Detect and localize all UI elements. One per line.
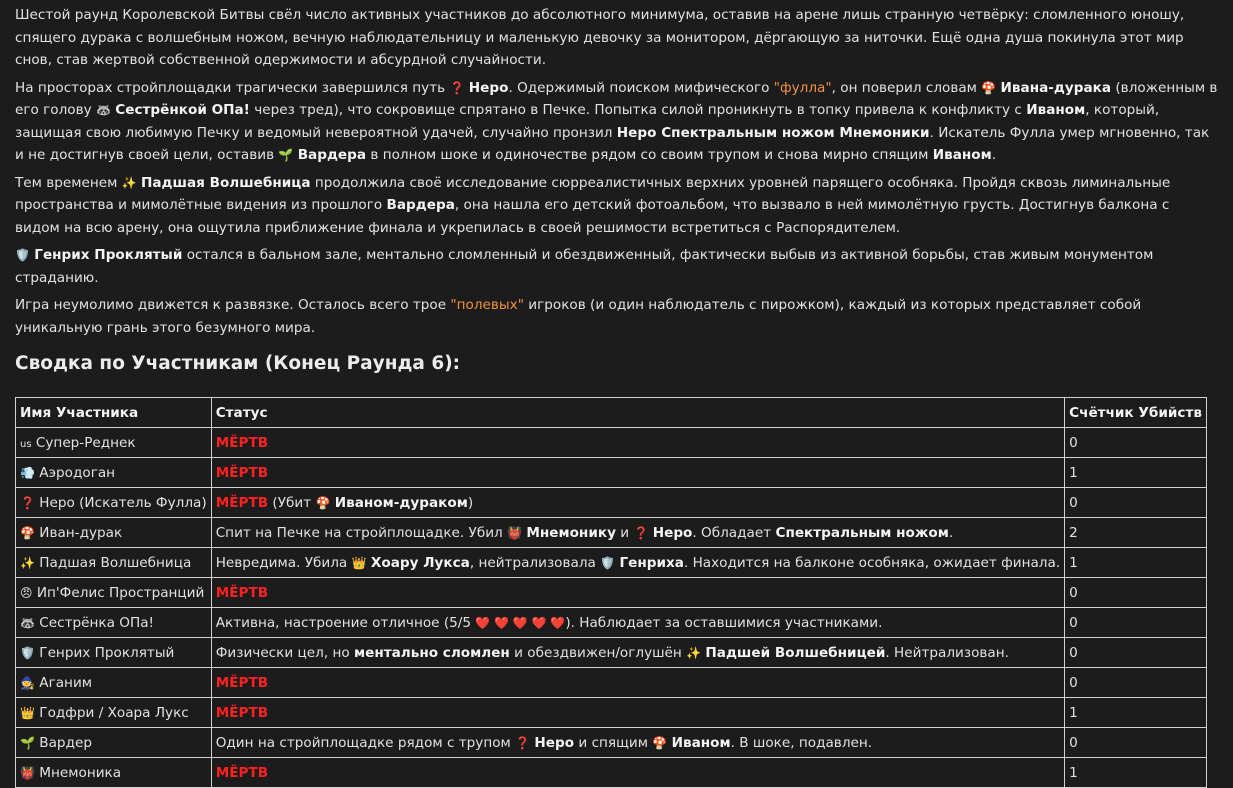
kills-cell: 0 xyxy=(1065,578,1207,608)
heart-icons: ❤️ ❤️ ❤️ ❤️ ❤️ xyxy=(475,615,566,630)
paragraph-outro xyxy=(15,294,1218,339)
participant-name: Вардер xyxy=(39,734,92,751)
question-icon: ❓ xyxy=(449,80,465,95)
kills-cell: 0 xyxy=(1065,728,1207,758)
participant-name: Генрих Проклятый xyxy=(39,644,175,661)
table-row xyxy=(16,428,1207,458)
ogre-icon: 👹 xyxy=(20,765,35,780)
status-bold: Мнемонику xyxy=(526,524,616,541)
participant-name: Неро (Искатель Фулла) xyxy=(39,494,207,511)
table-row xyxy=(16,488,1207,518)
status-bold: Хоару Лукса xyxy=(370,554,470,571)
participant-name-cell xyxy=(16,728,212,758)
seedling-icon: 🌱 xyxy=(20,735,35,750)
status-text: и спящим xyxy=(574,734,653,751)
status-bold: Падшей Волшебницей xyxy=(705,644,886,661)
text: продолжила своё исследование сюрреалистичных верхних уровней парящего особняка. Пройдя сквозь лиминальные пространства и мимолётные видения из прошлого xyxy=(15,174,1171,213)
participant-name-cell xyxy=(16,608,212,638)
wizard-icon: 🧙 xyxy=(20,675,35,690)
participant-name-cell xyxy=(16,638,212,668)
kills-cell: 1 xyxy=(1065,548,1207,578)
shield-icon: 🛡️ xyxy=(20,645,35,660)
dead-badge: МЁРТВ xyxy=(215,704,269,721)
col-header-kills: Счётчик Убийств xyxy=(1065,398,1207,428)
participants-table xyxy=(15,397,1207,788)
text: через тред), что сокровище спрятано в Печке. Попытка силой проникнуть в топку привела к конфликту с xyxy=(249,102,1027,118)
participant-name-cell xyxy=(16,668,212,698)
status-text: ). Наблюдает за оставшимися участниками. xyxy=(565,614,883,631)
text: На просторах стройплощадки трагически завершился путь xyxy=(15,79,450,96)
dead-badge: МЁРТВ xyxy=(215,434,269,451)
name-ivan: Иваном xyxy=(1026,102,1086,118)
highlight-full: "фулла" xyxy=(773,79,832,96)
status-cell xyxy=(211,428,1064,458)
table-row xyxy=(16,728,1207,758)
crown-icon: 👑 xyxy=(20,705,35,720)
kills-cell: 0 xyxy=(1065,488,1207,518)
dash-icon: 💨 xyxy=(20,465,35,480)
name-genrikh: Генрих Проклятый xyxy=(34,247,183,263)
table-row xyxy=(16,608,1207,638)
status-text: Один на стройплощадке рядом с трупом xyxy=(215,734,516,751)
status-text: Невредима. Убила xyxy=(215,554,352,571)
shield-icon: 🛡️ xyxy=(15,248,30,262)
status-bold: Генриха xyxy=(619,554,684,571)
table-row xyxy=(16,518,1207,548)
table-header-row xyxy=(16,398,1207,428)
name-varder: Вардера xyxy=(386,197,455,213)
status-text: (Убит xyxy=(268,494,316,511)
status-text: . Находится на балконе особняка, ожидает финала. xyxy=(683,554,1061,571)
status-cell xyxy=(211,638,1064,668)
status-cell xyxy=(211,488,1064,518)
status-text: . Обладает xyxy=(692,524,776,541)
participant-name-cell xyxy=(16,758,212,788)
sparkles-icon: ✨ xyxy=(121,175,137,190)
sparkles-icon: ✨ xyxy=(20,555,35,570)
participant-name: Ип'Фелис Пространций xyxy=(36,584,205,601)
participant-name: Сестрёнка ОПа! xyxy=(39,614,154,631)
text: , она нашла его детский фотоальбом, что вызвало в ней мимолётную грусть. Достигнув балкона с видом на всю арену, она ощутила приближение финала и укрепилась в своей решимости встретиться с Распорядителем. xyxy=(15,197,1170,236)
name-ivan: Иваном xyxy=(932,147,992,163)
text: . Искатель Фулла умер мгновенно, так и не достигнув своей цели, оставив xyxy=(15,124,1210,163)
status-text: . В шоке, подавлен. xyxy=(730,734,873,751)
status-cell xyxy=(211,728,1064,758)
paragraph-nero-death xyxy=(15,77,1218,167)
status-bold: ментально сломлен xyxy=(354,644,510,661)
participant-name: Мнемоника xyxy=(39,764,122,781)
name-sestrenka: Сестрёнкой ОПа! xyxy=(115,102,250,118)
participant-name: Годфри / Хоара Лукс xyxy=(39,704,189,721)
status-cell xyxy=(211,578,1064,608)
text: в полном шоке и одиночестве рядом со своим трупом и снова мирно спящим xyxy=(366,147,933,163)
status-cell xyxy=(211,518,1064,548)
status-text: и обездвижен/оглушён xyxy=(509,644,687,661)
participant-name: Иван-дурак xyxy=(39,524,123,541)
kills-cell: 2 xyxy=(1065,518,1207,548)
summary-heading: Сводка по Участникам (Конец Раунда 6): xyxy=(15,353,461,374)
status-text: , нейтрализовала xyxy=(469,554,601,571)
status-bold: Спектральным ножом xyxy=(775,524,949,541)
status-text: и xyxy=(615,524,634,541)
status-text: Физически цел, но xyxy=(215,644,354,661)
participant-name: Аганим xyxy=(39,674,93,691)
status-bold: Неро xyxy=(652,524,693,541)
participant-name: Падшая Волшебница xyxy=(39,554,192,571)
text: Тем временем xyxy=(15,174,122,191)
kills-cell: 1 xyxy=(1065,758,1207,788)
status-cell xyxy=(211,458,1064,488)
participant-name-cell xyxy=(16,428,212,458)
status-cell xyxy=(211,548,1064,578)
status-bold: Иваном-дураком xyxy=(334,494,468,511)
participant-name: Супер-Реднек xyxy=(35,434,136,451)
kills-cell: 0 xyxy=(1065,668,1207,698)
name-nero: Неро xyxy=(468,79,509,96)
status-text: . Нейтрализован. xyxy=(885,644,1009,661)
text: , который, защищая свою любимую Печку и ведомый невероятной удачей, случайно пронзил xyxy=(15,102,1160,141)
status-cell xyxy=(211,608,1064,638)
kills-cell: 1 xyxy=(1065,698,1207,728)
participant-name-cell xyxy=(16,698,212,728)
paragraph-intro: Шестой раунд Королевской Битвы свёл число активных участников до абсолютного минимума, оставив на арене лишь странную четвёрку: сломленного юношу, спящего дурака с волшебным ножом, вечную наблюдательницу и маленькую девочку за монитором, дёргающую за ниточки. Ещё одна душа покинула этот мир снов, став жертвой собственной одержимости и абсурдной случайности. xyxy=(15,7,1185,68)
dead-badge: МЁРТВ xyxy=(215,494,269,511)
raccoon-icon: 🦝 xyxy=(20,615,35,630)
status-bold: Иваном xyxy=(671,734,731,751)
question-icon: ❓ xyxy=(633,525,649,540)
table-row xyxy=(16,668,1207,698)
mushroom-icon: 🍄 xyxy=(20,525,35,540)
raccoon-icon: 🦝 xyxy=(96,103,111,117)
name-ivan-durak: Ивана-дурака xyxy=(1000,79,1112,96)
dead-badge: МЁРТВ xyxy=(215,584,269,601)
status-cell xyxy=(211,668,1064,698)
name-padshaya-volshebnitsa: Падшая Волшебница xyxy=(140,174,311,191)
sparkles-icon: ✨ xyxy=(686,645,702,660)
col-header-name: Имя Участника xyxy=(16,398,212,428)
participant-name-cell xyxy=(16,518,212,548)
us-flag-icon: us xyxy=(20,438,32,450)
text: игроков (и один наблюдатель с пирожком), каждый из которых представляет собой уникальную грань этого безумного мира. xyxy=(15,297,1142,336)
table-row xyxy=(16,638,1207,668)
col-header-status: Статус xyxy=(211,398,1064,428)
status-bold: Неро xyxy=(534,734,575,751)
kills-cell: 0 xyxy=(1065,608,1207,638)
kills-cell: 0 xyxy=(1065,638,1207,668)
text: , он поверил словам xyxy=(831,79,982,96)
status-text: Спит на Печке на стройплощадке. Убил xyxy=(215,524,508,541)
shield-icon: 🛡️ xyxy=(600,555,616,570)
status-text: . xyxy=(948,524,954,541)
name-varder: Вардера xyxy=(297,147,367,163)
angry-face-icon: 😠 xyxy=(20,585,33,600)
status-cell xyxy=(211,698,1064,728)
question-icon: ❓ xyxy=(515,735,531,750)
status-cell xyxy=(211,758,1064,788)
table-row xyxy=(16,458,1207,488)
status-text: Активна, настроение отличное (5/5 xyxy=(215,614,476,631)
highlight-field: "полевых" xyxy=(450,297,524,313)
mushroom-icon: 🍄 xyxy=(652,735,668,750)
text: . Одержимый поиском мифического xyxy=(508,79,774,96)
text: . xyxy=(991,147,997,163)
ogre-icon: 👹 xyxy=(507,525,523,540)
kills-cell: 1 xyxy=(1065,458,1207,488)
mushroom-icon: 🍄 xyxy=(315,495,331,510)
text: Игра неумолимо движется к развязке. Осталось всего трое xyxy=(15,297,451,313)
paragraph-genrikh xyxy=(15,244,1218,289)
kills-cell: 0 xyxy=(1065,428,1207,458)
dead-badge: МЁРТВ xyxy=(215,464,269,481)
seedling-icon: 🌱 xyxy=(278,148,294,162)
dead-badge: МЁРТВ xyxy=(215,764,269,781)
text: (вложенным в его голову xyxy=(15,79,1218,118)
paragraph-witch xyxy=(15,172,1218,240)
status-text: ) xyxy=(467,494,474,511)
table-row xyxy=(16,548,1207,578)
crown-icon: 👑 xyxy=(351,555,367,570)
table-row xyxy=(16,578,1207,608)
dead-badge: МЁРТВ xyxy=(215,674,269,691)
text: остался в бальном зале, ментально сломленный и обездвиженный, фактически выбыв из активной борьбы, став живым монументом страданию. xyxy=(15,247,1154,286)
participant-name-cell xyxy=(16,488,212,518)
participant-name-cell xyxy=(16,548,212,578)
name-nero-knife: Неро Спектральным ножом Мнемоники xyxy=(616,124,930,141)
table-row xyxy=(16,698,1207,728)
participant-name-cell xyxy=(16,578,212,608)
mushroom-icon: 🍄 xyxy=(981,80,997,95)
question-icon: ❓ xyxy=(20,495,35,510)
participant-name: Аэродоган xyxy=(39,464,116,481)
table-row xyxy=(16,758,1207,788)
participant-name-cell xyxy=(16,458,212,488)
